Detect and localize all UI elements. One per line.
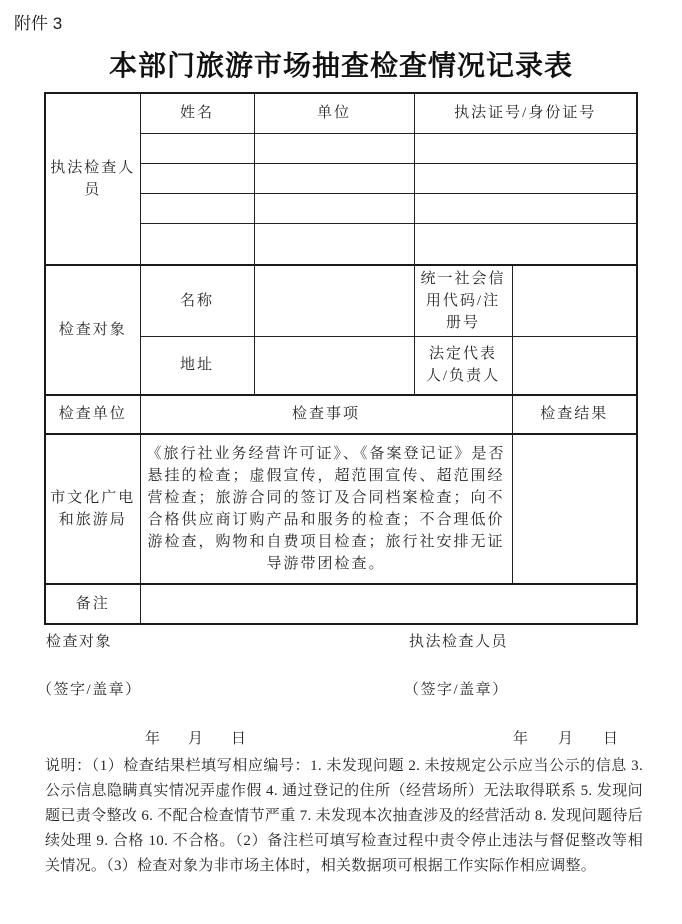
inspection-items-text: 《旅行社业务经营许可证》、《备案登记证》是否悬挂的检查；虚假宣传，超范围宣传、超范围经营检查；旅游合同的签订及合同档案检查；向不合格供应商订购产品和服务的检查；不合理低价游检查，购物和自费项目检查；旅行社安排无证导游带团检查。: [140, 434, 512, 584]
inspector-cert-cell: [414, 163, 637, 193]
target-address-cell: [254, 337, 414, 395]
date-line-left: [145, 727, 246, 748]
target-name-label: 名称: [140, 265, 254, 337]
credit-code-cell: [512, 265, 637, 337]
legal-rep-cell: [512, 337, 637, 395]
inspection-record-table: [44, 92, 638, 625]
inspector-name-cell: [140, 193, 254, 223]
inspector-unit-cell: [254, 223, 414, 265]
notes-paragraph: 说明：（1）检查结果栏填写相应编号：1. 未发现问题 2. 未按规定公示应当公示的信息 3. 公示信息隐瞒真实情况弄虚作假 4. 通过登记的住所（经营场所）无法取得联系 5. 发现问题已责令整改 6. 不配合检查情节严重 7. 未发现本次抽查涉及的经营活动 8. 发现问题待后续处理 9. 合格 10. 不合格。（2）备注栏可填写检查过程中责令停止违法与督促整改等相关情况。（3）检查对象为非市场主体时，相关数据项可根据工作实际作相应调整。: [45, 758, 643, 874]
remarks-cell: [140, 584, 637, 624]
day-label: 日: [603, 731, 619, 747]
inspector-name-cell: [140, 223, 254, 265]
inspection-result-cell: [512, 434, 637, 584]
inspector-unit-cell: [254, 193, 414, 223]
inspector-cert-cell: [414, 133, 637, 163]
credit-code-label: 统一社会信用代码/注册号: [414, 265, 512, 337]
inspector-unit-cell: [254, 163, 414, 193]
target-address-label: 地址: [140, 337, 254, 395]
month-label: 月: [188, 731, 204, 747]
target-row-label: 检查对象: [45, 265, 140, 395]
items-header-items-label: 检查事项: [140, 395, 512, 434]
signature-left-seal-label: （签字/盖章）: [37, 682, 142, 698]
inspector-name-cell: [140, 163, 254, 193]
inspector-cert-cell: [414, 223, 637, 265]
inspector-unit-cell: [254, 133, 414, 163]
day-label: 日: [231, 731, 247, 747]
remarks-label: 备注: [45, 584, 140, 624]
year-label: 年: [513, 731, 529, 747]
items-header-unit-label: 检查单位: [45, 395, 140, 434]
year-label: 年: [145, 731, 161, 747]
items-header-result-label: 检查结果: [512, 395, 637, 434]
header-cert-label: 执法证号/身份证号: [414, 93, 637, 133]
inspector-cert-cell: [414, 193, 637, 223]
signature-left-title: 检查对象: [46, 634, 113, 650]
legal-rep-label: 法定代表人/负责人: [414, 337, 512, 395]
signature-right-seal-label: （签字/盖章）: [404, 682, 509, 698]
page-title: 本部门旅游市场抽查检查情况记录表: [108, 50, 573, 81]
month-label: 月: [558, 731, 574, 747]
inspectors-row-label: 执法检查人员: [45, 93, 140, 265]
attachment-label: 附件 3: [14, 14, 63, 33]
inspection-unit-cell: 市文化广电和旅游局: [45, 434, 140, 584]
header-unit-label: 单位: [254, 93, 414, 133]
header-name-label: 姓名: [140, 93, 254, 133]
date-line-right: [513, 727, 618, 748]
target-name-cell: [254, 265, 414, 337]
signature-right-title: 执法检查人员: [409, 634, 509, 650]
inspector-name-cell: [140, 133, 254, 163]
